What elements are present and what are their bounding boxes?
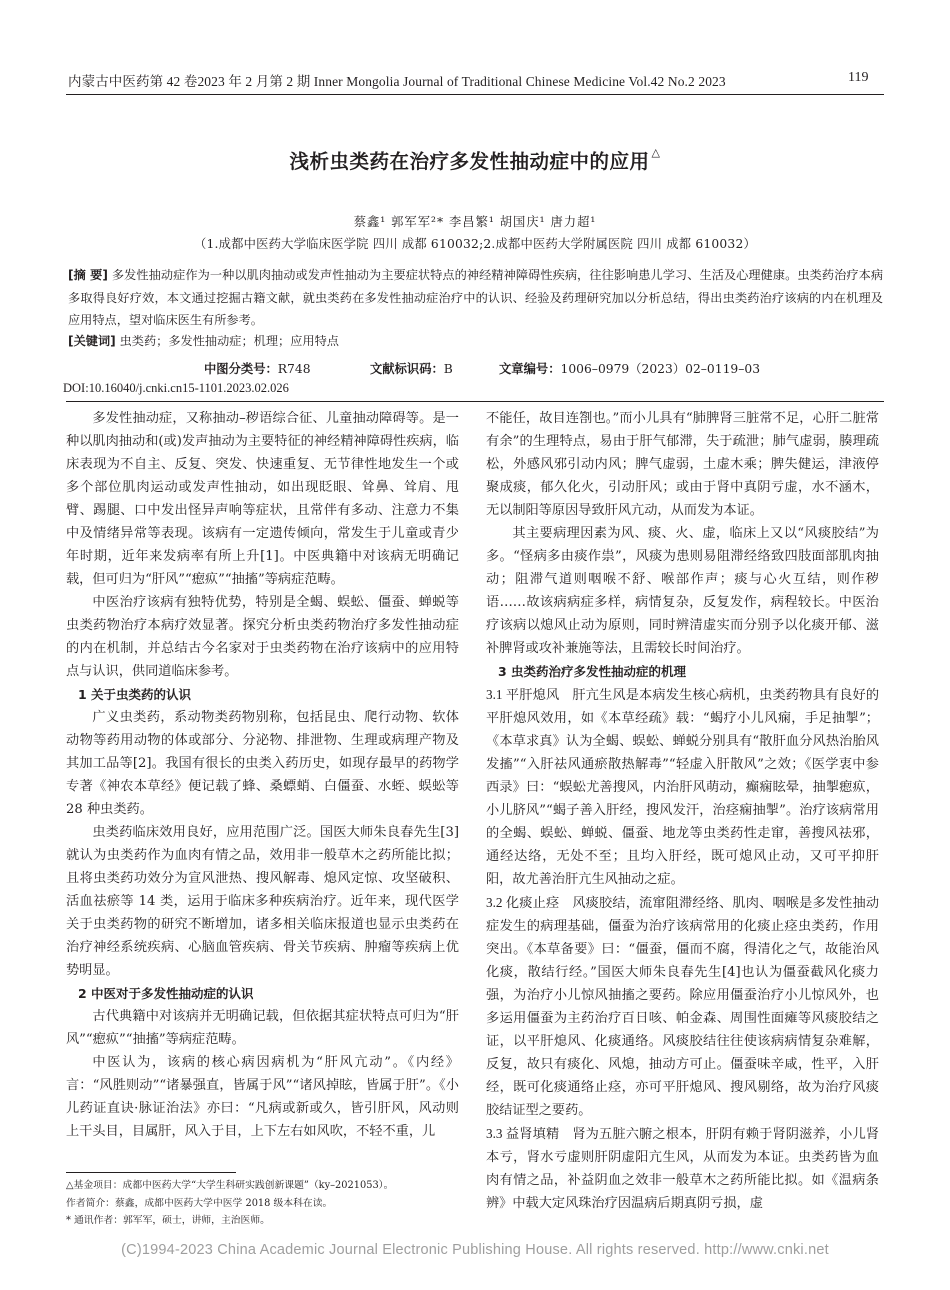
subsection-3-1: 3.1 平肝熄风 肝亢生风是本病发生核心病机，虫类药物具有良好的平肝熄风效用，如《本草经疏》载：“蝎疗小儿风痫，手足抽掣”；《本草求真》认为全蝎、蜈蚣、蝉蜕分别具有“散肝血分风热治胎风发搐”“入肝祛风通瘀散热解毒”“轻虚入肝散风”之效；《医学衷中参西录》曰：“蜈蚣尤善搜风，内治肝风萌动，癫痫眩晕，抽掣瘛疭，小儿脐风”“蝎子善入肝经，搜风发汗，治痉痫抽掣”。治疗该病常用的全蝎、蜈蚣、蝉蜕、僵蚕、地龙等虫类药性走窜，善搜风祛邪，通经达络，无处不至；且均入肝经，既可熄风止动，又可平抑肝阳，故尤善治肝亢生风抽动之症。 <box>486 687 880 887</box>
keywords-text: 虫类药；多发性抽动症；机理；应用特点 <box>119 334 339 348</box>
subsection-heading: 3.1 平肝熄风 <box>486 687 560 702</box>
subsection-3-3: 3.3 益肾填精 肾为五脏六腑之根本，肝阴有赖于肾阴滋养，小儿肾本亏，肾水亏虚则肝阴虚阳亢生风，从而发为本证。虫类药皆为血肉有情之品，补益阴血之效非一般草木之药所能比拟。如《温病条辨》中载大定风珠治疗因温病后期真阴亏损，虚 <box>486 1126 880 1211</box>
subsection-heading: 3.3 益肾填精 <box>486 1126 560 1141</box>
section-heading-3: 3 虫类药治疗多发性抽动症的机理 <box>498 664 687 679</box>
paragraph: 古代典籍中对该病并无明确记载，但依据其症状特点可归为“肝风”“瘛疭”“抽搐”等病症范畴。 <box>66 1009 459 1047</box>
paragraph: 其主要病理因素为风、痰、火、虚，临床上又以“风痰胶结”为多。“怪病多由痰作祟”，风痰为患则易阻滞经络致四肢面部肌肉抽动；阻滞气道则咽喉不舒、喉部作声；痰与心火互结，则作秽语……故该病病症多样，病情复杂，反复发作，病程较长。中医治疗该病以熄风止动为原则，同时辨清虚实而分别予以化痰开郁、滋补脾肾或攻补兼施等法，且需较长时间治疗。 <box>486 526 879 656</box>
paragraph: 不能任，故目连劄也。”而小儿具有“肺脾肾三脏常不足，心肝二脏常有余”的生理特点，易由于肝气郁滞，失于疏泄；肺气虚弱，腠理疏松，外感风邪引动内风；脾气虚弱，土虚木乘；脾失健运，津液停聚成痰，郁久化火，引动肝风；或由于肾中真阴亏虚，水不涵木，无以制阳等原因导致肝风亢动，从而发为本证。 <box>486 411 879 518</box>
copyright-watermark: (C)1994-2023 China Academic Journal Electronic Publishing House. All rights reserved. http://www.cnki.net <box>121 1242 829 1258</box>
keywords-label: [关键词] <box>68 334 116 348</box>
doi: DOI:10.16040/j.cnki.cn15-1101.2023.02.026 <box>63 381 289 395</box>
subsection-3-2: 3.2 化痰止痉 风痰胶结，流窜阻滞经络、肌肉、咽喉是多发性抽动症发生的病理基础，僵蚕为治疗该病常用的化痰止痉虫类药，作用突出。《本草备要》曰：“僵蚕，僵而不腐，得清化之气，故能治风化痰，散结行经。”国医大师朱良春先生[4]也认为僵蚕截风化痰力强，为治疗小儿惊风抽搐之要药。除应用僵蚕治疗小儿惊风外，也多运用僵蚕为主药治疗百日咳、帕金森、周围性面瘫等风痰胶结之证，以平肝熄风、化痰通络。风痰胶结往往使该病病情复杂难解，反复，故只有痰化、风熄，抽动方可止。僵蚕味辛咸，性平，入肝经，既可化痰通络止痉，亦可平肝熄风、搜风剔络，故为治疗风痰胶结证型之要药。 <box>486 895 880 1118</box>
page-number: 119 <box>848 70 869 85</box>
left-column <box>66 407 459 1197</box>
abstract-label: [摘 要] <box>68 268 108 282</box>
paragraph: 多发性抽动症，又称抽动–秽语综合征、儿童抽动障碍等。是一种以肌肉抽动和(或)发声抽动为主要特征的神经精神障碍性疾病，临床表现为不自主、反复、突发、快速重复、无节律性地发生一个或多个部位肌肉运动或发声性抽动，如出现眨眼、耸鼻、耸肩、甩臂、踢腿、口中发出怪异声响等症状，且常伴有多动、注意力不集中及情绪异常等表现。该病有一定遗传倾向，常发生于儿童或青少年时期，近年来发病率有所上升[1]。中医典籍中对该病无明确记载，但可归为“肝风”“瘛疭”“抽搐”等病症范畴。 <box>66 411 459 587</box>
footnote-corresponding: * 通讯作者：郭军军，硕士，讲师，主治医师。 <box>66 1215 270 1226</box>
paragraph: 广义虫类药，系动物类药物别称，包括昆虫、爬行动物、软体动物等药用动物的体或部分、分泌物、排泄物、生理或病理产物及其加工品等[2]。我国有很长的虫类入药历史，如现存最早的药物学专著《神农本草经》便记载了蜂、桑螵蛸、白僵蚕、水蛭、蜈蚣等 28 种虫类药。 <box>66 710 459 817</box>
right-column <box>486 407 880 1211</box>
paragraph: 虫类药临床效用良好，应用范围广泛。国医大师朱良春先生[3]就认为虫类药作为血肉有情之品，效用非一般草木之药所能比拟；且将虫类药功效分为宣风泄热、搜风解毒、熄风定惊、攻坚破积、活血祛瘀等 14 类，运用于临床多种疾病治疗。近年来，现代医学关于虫类药物的研究不断增加，诸多相关临床报道也显示虫类药在治疗神经系统疾病、心脑血管疾病、骨关节疾病、肿瘤等疾病上优势明显。 <box>66 825 459 978</box>
footnote-author: 作者简介：蔡鑫，成都中医药大学中医学 2018 级本科在读。 <box>66 1197 333 1209</box>
paragraph: 中医治疗该病有独特优势，特别是全蝎、蜈蚣、僵蚕、蝉蜕等虫类药物治疗本病疗效显著。探究分析虫类药物治疗多发性抽动症的内在机制，并总结古今名家对于虫类药物在治疗该病中的应用特点与认识，供同道临床参考。 <box>66 595 459 679</box>
footnote-rule <box>66 1172 236 1173</box>
subsection-heading: 3.2 化痰止痉 <box>486 895 560 910</box>
document-code: 文献标识码：B <box>370 362 453 376</box>
header-rule <box>66 94 884 95</box>
clc-number: 中图分类号：R748 <box>204 362 311 376</box>
paragraph: 中医认为，该病的核心病因病机为“肝风亢动”。《内经》言：“风胜则动”“诸暴强直，皆属于风”“诸风掉眩，皆属于肝”。《小儿药证直诀·脉证治法》亦曰：“凡病或新或久，皆引肝风，风动则上干头目，目属肝，风入于目，上下左右如风吹，不轻不重，儿 <box>66 1055 459 1139</box>
footnote-fund: △基金项目：成都中医药大学“大学生科研实践创新课题”（ky–2021053）。 <box>66 1180 394 1191</box>
meta-rule <box>66 401 884 402</box>
running-header: 内蒙古中医药第 42 卷2023 年 2 月第 2 期 Inner Mongolia Journal of Traditional Chinese Medicine Vol.42 No.2 2023 <box>68 74 726 89</box>
abstract-text: 多发性抽动症作为一种以肌肉抽动或发声性抽动为主要症状特点的神经精神障碍性疾病，往往影响患儿学习、生活及心理健康。虫类药治疗本病多取得良好疗效，本文通过挖掘古籍文献，就虫类药在多发性抽动症治疗中的认识、经验及药理研究加以分析总结，得出虫类药治疗该病的内在机理及应用特点，望对临床医生有所参考。 <box>68 268 884 328</box>
article-number: 文章编号：1006–0979（2023）02–0119–03 <box>499 362 761 376</box>
section-heading-2: 2 中医对于多发性抽动症的认识 <box>78 986 254 1001</box>
author-list: 蔡鑫¹ 郭军军²* 李昌繁¹ 胡国庆¹ 唐力超¹ <box>353 215 597 229</box>
footnotes <box>66 1177 466 1230</box>
abstract <box>68 264 883 332</box>
article-title <box>0 146 950 174</box>
section-heading-1: 1 关于虫类药的认识 <box>78 687 192 702</box>
title-text: 浅析虫类药在治疗多发性抽动症中的应用 <box>289 150 650 173</box>
affiliations: （1.成都中医药大学临床医学院 四川 成都 610032;2.成都中医药大学附属医院 四川 成都 610032） <box>194 237 756 251</box>
keywords <box>68 331 883 351</box>
title-fund-mark: △ <box>651 146 661 159</box>
